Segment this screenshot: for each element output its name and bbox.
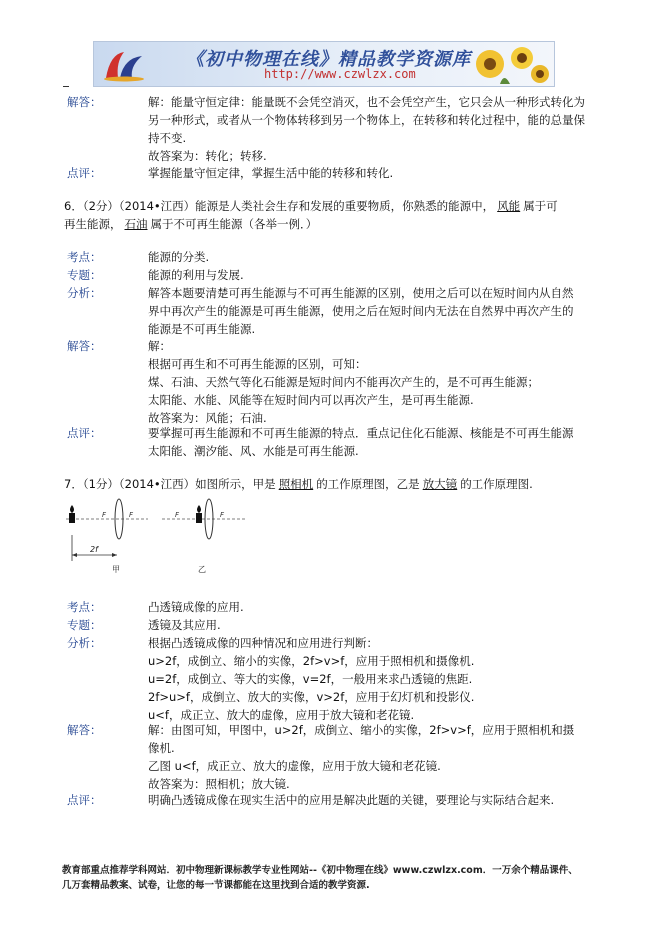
comment-label: 点评： xyxy=(67,793,102,807)
focal-label: F xyxy=(129,511,134,519)
comment-line: 太阳能、潮汐能、风、水能是可再生能源. xyxy=(148,444,359,458)
blank-answer-2: 石油 xyxy=(124,217,148,231)
answer-line: 解： xyxy=(148,339,171,353)
figure-caption: 甲 xyxy=(112,565,120,574)
answer-label: 解答： xyxy=(67,723,102,737)
analysis-line: 2f>u>f，成倒立、放大的实像，v>2f，应用于幻灯机和投影仪. xyxy=(148,690,475,704)
blank-answer-2: 放大镜 xyxy=(422,477,458,491)
comment-line: 掌握能量守恒定律，掌握生活中能的转移和转化. xyxy=(148,166,394,180)
topic-text: 能源的利用与发展. xyxy=(148,268,244,282)
focal-label: F xyxy=(175,511,180,519)
analysis-line: 解答本题要清楚可再生能源与不可再生能源的区别，使用之后可以在短时间内从自然 xyxy=(148,286,574,300)
point-label: 考点： xyxy=(67,250,102,264)
figure-caption: 乙 xyxy=(198,565,206,574)
figure-magnifier xyxy=(162,499,246,574)
comment-label: 点评： xyxy=(67,166,102,180)
comment-label: 点评： xyxy=(67,426,102,440)
stem-text: 再生能源， xyxy=(64,217,122,231)
point-text: 能源的分类. xyxy=(148,250,210,264)
answer-label: 解答： xyxy=(67,95,102,109)
topic-label: 专题： xyxy=(67,268,102,282)
answer-line: 解：能量守恒定律：能量既不会凭空消灭，也不会凭空产生，它只会从一种形式转化为 xyxy=(148,95,585,109)
page-footer xyxy=(62,863,602,893)
answer-label: 解答： xyxy=(67,339,102,353)
site-logo xyxy=(102,48,146,82)
sunflower-image xyxy=(470,44,550,84)
stem-text: 的工作原理图，乙是 xyxy=(316,477,420,491)
stem-text: 的工作原理图. xyxy=(460,477,533,491)
banner-url[interactable]: http://www.czwlzx.com xyxy=(264,67,416,81)
answer-line: 持不变. xyxy=(148,131,187,145)
comment-line: 明确凸透镜成像在现实生活中的应用是解决此题的关键，要理论与实际结合起来. xyxy=(148,793,555,807)
answer-line: 故答案为：照相机；放大镜. xyxy=(148,777,290,791)
analysis-label: 分析： xyxy=(67,286,102,300)
stem-text: 属于不可再生能源（各举一例．） xyxy=(150,217,318,231)
answer-line: 像机. xyxy=(148,741,175,755)
answer-line: 故答案为：转化；转移. xyxy=(148,149,267,163)
analysis-line: u=2f，成倒立、等大的实像，v=2f，一般用来求凸透镜的焦距. xyxy=(148,672,473,686)
question-6-stem xyxy=(64,197,589,233)
answer-line: 乙图 u<f，成正立、放大的虚像，应用于放大镜和老花镜. xyxy=(148,759,441,773)
topic-text: 透镜及其应用. xyxy=(148,618,221,632)
footer-line: 几万套精品教案、试卷，让您的每一节课都能在这里找到合适的教学资源. xyxy=(62,880,370,891)
answer-line: 根据可再生和不可再生能源的区别，可知： xyxy=(148,357,367,371)
question-7-stem xyxy=(64,475,589,493)
distance-label: 2f xyxy=(90,545,98,554)
analysis-line: u<f，成正立、放大的虚像，应用于放大镜和老花镜. xyxy=(148,708,415,722)
answer-line: 太阳能、水能、风能等在短时间内可以再次产生，是可再生能源. xyxy=(148,393,474,407)
blank-answer-1: 照相机 xyxy=(278,477,314,491)
analysis-line: 根据凸透镜成像的四种情况和应用进行判断： xyxy=(148,636,378,650)
answer-line: 煤、石油、天然气等化石能源是短时间内不能再次产生的，是不可再生能源； xyxy=(148,375,539,389)
answer-line: 另一种形式，或者从一个物体转移到另一个物体上，在转移和转化过程中，能的总量保 xyxy=(148,113,585,127)
figure-camera xyxy=(66,499,148,574)
analysis-line: u>2f，成倒立、缩小的实像，2f>v>f，应用于照相机和摄像机. xyxy=(148,654,475,668)
candle-icon xyxy=(196,513,202,523)
analysis-label: 分析： xyxy=(67,636,102,650)
banner-title: 《初中物理在线》精品教学资源库 xyxy=(186,49,471,70)
comment-line: 要掌握可再生能源和不可再生能源的特点．重点记住化石能源、核能是不可再生能源 xyxy=(148,426,574,440)
focal-label: F xyxy=(102,511,107,519)
footer-line: 教育部重点推荐学科网站．初中物理新课标教学专业性网站--《初中物理在线》www.czwlzx.com．一万余个精品课件、 xyxy=(62,865,578,876)
stem-text: 6．（2分）（2014•江西）能源是人类社会生存和发展的重要物质，你熟悉的能源中， xyxy=(64,199,495,213)
point-text: 凸透镜成像的应用. xyxy=(148,600,244,614)
blank-answer-1: 风能 xyxy=(497,199,521,213)
answer-line: 解：由图可知，甲图中，u>2f，成倒立、缩小的实像，2f>v>f，应用于照相机和摄 xyxy=(148,723,575,737)
analysis-line: 能源是不可再生能源. xyxy=(148,322,256,336)
flame-icon xyxy=(197,505,201,513)
focal-label: F xyxy=(220,511,225,519)
lens-diagram xyxy=(62,497,252,579)
candle-icon xyxy=(69,513,75,523)
page-mark xyxy=(63,86,69,87)
point-label: 考点： xyxy=(67,600,102,614)
analysis-line: 界中再次产生的能源是可再生能源，使用之后在短时间内无法在自然界中再次产生的 xyxy=(148,304,574,318)
topic-label: 专题： xyxy=(67,618,102,632)
stem-text: 属于可 xyxy=(523,199,558,213)
stem-text: 7．（1分）（2014•江西）如图所示，甲是 xyxy=(64,477,276,491)
answer-line: 故答案为：风能；石油. xyxy=(148,411,267,425)
header-banner xyxy=(93,41,555,87)
flame-icon xyxy=(70,505,74,513)
